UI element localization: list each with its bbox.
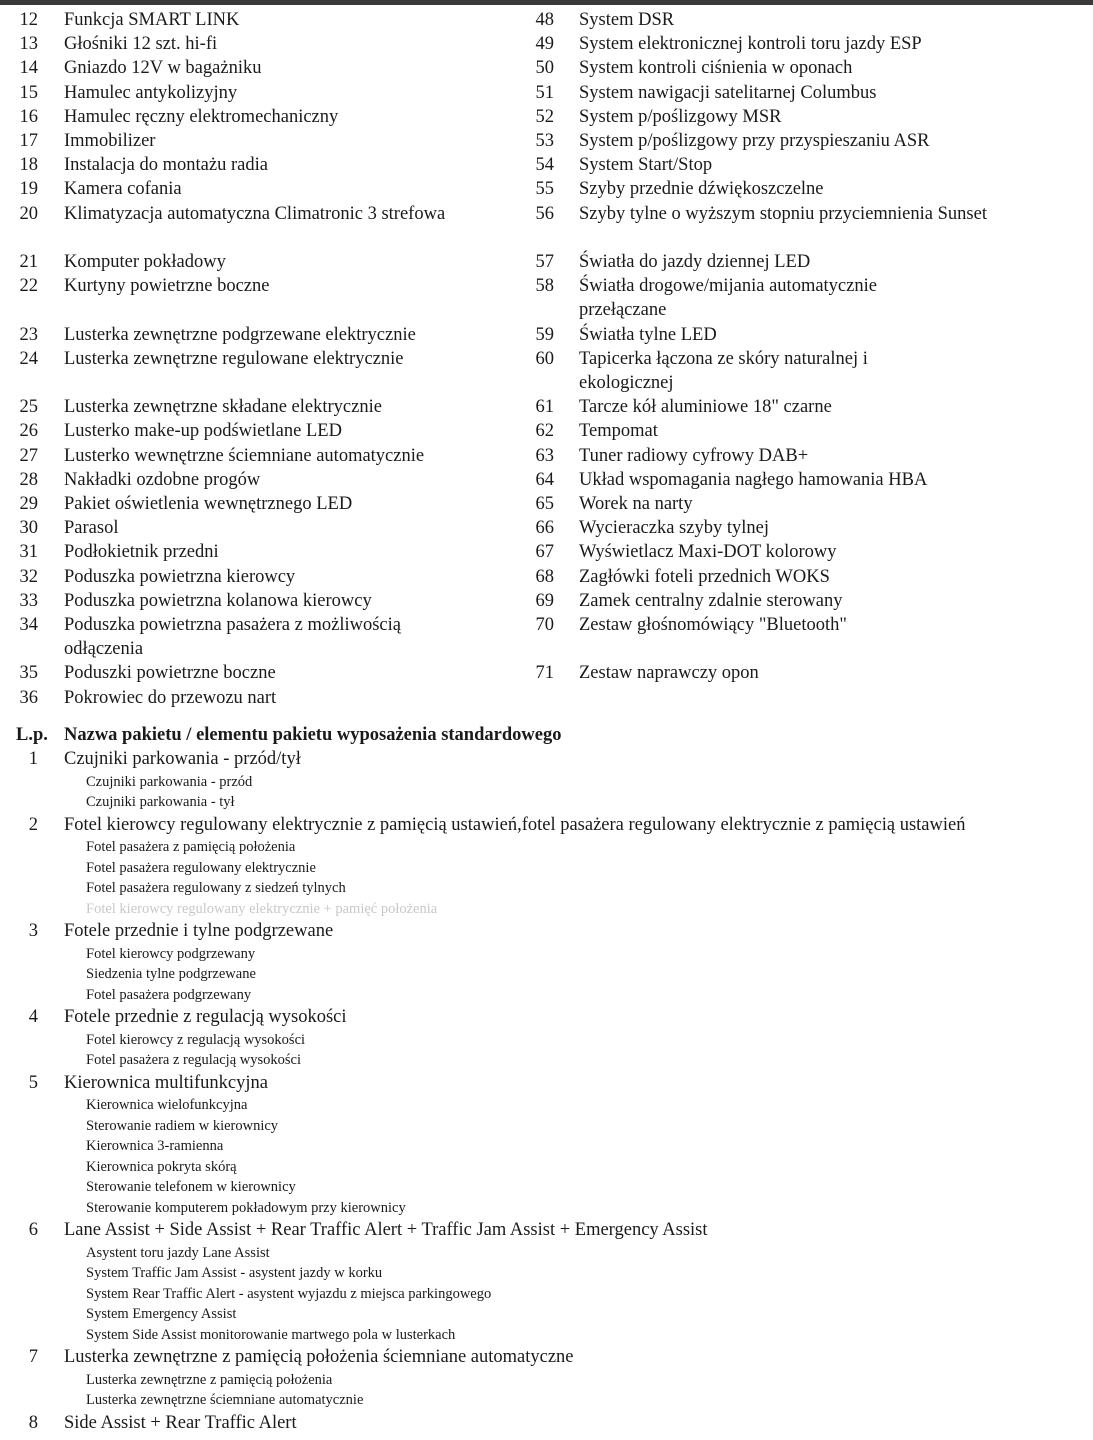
item-text: Lusterko make-up podświetlane LED [64, 421, 342, 442]
item-number: 54 [535, 155, 554, 176]
package-sub-item: Fotel kierowcy z regulacją wysokości [86, 1031, 306, 1048]
list-item [527, 661, 1093, 685]
header-title: Nazwa pakietu / elementu pakietu wyposażenia standardowego [64, 725, 562, 745]
item-number: 67 [535, 542, 554, 563]
item-text: Zestaw naprawczy opon [579, 663, 759, 684]
package-item [0, 813, 1093, 920]
package-sub-item: Czujniki parkowania - tył [86, 794, 235, 810]
item-text: Pakiet oświetlenia wewnętrznego LED [64, 494, 353, 515]
package-section [0, 723, 1093, 1435]
item-text: Szyby przednie dźwiękoszczelne [579, 179, 824, 200]
item-number: 55 [535, 179, 554, 200]
package-sub-item: Asystent toru jazdy Lane Assist [86, 1244, 270, 1261]
list-item [0, 444, 530, 468]
item-text: System p/poślizgowy MSR [579, 106, 782, 127]
item-text: Gniazdo 12V w bagażniku [64, 58, 262, 79]
package-item [0, 1218, 1093, 1345]
item-text: Poduszka powietrzna kolanowa kierowcy [64, 590, 372, 611]
item-number: 16 [19, 106, 38, 127]
item-number: 48 [535, 10, 554, 30]
item-number: 50 [535, 58, 554, 79]
item-text: Hamulec ręczny elektromechaniczny [64, 106, 339, 127]
item-text: Parasol [64, 518, 119, 539]
item-text: Immobilizer [64, 131, 156, 152]
item-number: 29 [19, 494, 38, 515]
list-item [527, 347, 1093, 395]
equipment-list-right [527, 8, 1093, 686]
item-number: 12 [19, 10, 38, 30]
package-item [0, 1005, 1093, 1071]
item-text: Tempomat [579, 421, 658, 442]
package-title-row [0, 1005, 1093, 1030]
package-item [0, 1411, 1093, 1436]
package-item [0, 747, 1093, 813]
item-number: 59 [535, 324, 554, 345]
item-number: 25 [19, 397, 38, 418]
item-text: Szyby tylne o wyższym stopniu przyciemnienia Sunset [579, 203, 987, 224]
package-number: 2 [28, 814, 38, 835]
list-item [0, 250, 530, 274]
package-sub-item: Fotel kierowcy podgrzewany [86, 945, 256, 962]
list-item [527, 81, 1093, 105]
package-title-row [0, 1411, 1093, 1436]
item-text: Instalacja do montażu radia [64, 155, 268, 176]
package-title-row [0, 1218, 1093, 1243]
item-text: Wycieraczka szyby tylnej [579, 518, 769, 539]
list-item [0, 540, 530, 564]
list-item [0, 419, 530, 443]
list-item [0, 565, 530, 589]
package-item [0, 919, 1093, 1005]
package-sub-item: Fotel pasażera regulowany z siedzeń tylnych [86, 880, 346, 896]
package-header [0, 723, 1093, 747]
list-item [527, 419, 1093, 443]
item-number: 34 [19, 615, 38, 636]
header-lp: L.p. [16, 725, 48, 745]
package-number: 6 [28, 1220, 38, 1240]
package-sub-item: Sterowanie radiem w kierownicy [86, 1117, 279, 1134]
item-number: 51 [535, 82, 554, 103]
item-number: 69 [535, 590, 554, 611]
package-sub-item: System Emergency Assist [86, 1306, 237, 1322]
list-item [527, 250, 1093, 274]
item-text: System kontroli ciśnienia w oponach [579, 58, 853, 79]
item-text: Worek na narty [579, 494, 693, 515]
package-sub-item: Fotel pasażera podgrzewany [86, 986, 252, 1003]
package-title: Fotele przednie i tylne podgrzewane [64, 921, 334, 941]
item-number: 49 [535, 34, 554, 55]
item-number: 57 [535, 252, 554, 273]
package-sub-item: System Side Assist monitorowanie martwego pola w lusterkach [86, 1326, 456, 1343]
package-number: 3 [28, 921, 38, 941]
item-number: 35 [19, 663, 38, 684]
package-number: 5 [28, 1072, 38, 1093]
package-title: Kierownica multifunkcyjna [64, 1072, 268, 1093]
item-text: Głośniki 12 szt. hi-fi [64, 34, 218, 55]
item-text: Lusterka zewnętrzne podgrzewane elektrycznie [64, 324, 416, 345]
item-number: 64 [535, 469, 554, 490]
item-number: 58 [535, 276, 554, 297]
item-text: Hamulec antykolizyjny [64, 82, 238, 103]
item-text: Kurtyny powietrzne boczne [64, 276, 270, 297]
package-sub-item: Lusterka zewnętrzne z pamięcią położenia [86, 1371, 333, 1388]
list-item [0, 153, 530, 177]
list-item [527, 8, 1093, 32]
list-item [0, 274, 530, 322]
item-number: 24 [19, 348, 38, 369]
list-item [0, 347, 530, 395]
item-number: 18 [19, 155, 38, 176]
item-text: Kamera cofania [64, 179, 182, 200]
list-item [0, 661, 530, 685]
list-item [527, 444, 1093, 468]
item-number: 14 [19, 58, 38, 79]
equipment-list-left [0, 8, 530, 710]
item-number: 66 [535, 518, 554, 539]
package-sub-item: Fotel pasażera z regulacją wysokości [86, 1052, 301, 1068]
list-item [527, 32, 1093, 56]
list-item [0, 105, 530, 129]
package-sub-item: Czujniki parkowania - przód [86, 773, 253, 790]
list-item [527, 153, 1093, 177]
item-text: System Start/Stop [579, 155, 713, 176]
item-text: Klimatyzacja automatyczna Climatronic 3 strefowa [64, 203, 446, 224]
package-sub-item: Kierownica 3-ramienna [86, 1138, 224, 1154]
list-item [527, 323, 1093, 347]
list-item [0, 492, 530, 516]
item-number: 30 [19, 518, 38, 539]
list-item [527, 129, 1093, 153]
package-title-row [0, 1345, 1093, 1370]
item-text: Tuner radiowy cyfrowy DAB+ [579, 445, 809, 466]
list-item [527, 177, 1093, 201]
item-number: 52 [535, 106, 554, 127]
package-item [0, 1345, 1093, 1411]
list-item [0, 589, 530, 613]
item-text: System nawigacji satelitarnej Columbus [579, 82, 877, 103]
list-item [0, 468, 530, 492]
item-text: Nakładki ozdobne progów [64, 469, 261, 490]
item-number: 21 [19, 252, 38, 273]
list-item [527, 202, 1093, 250]
list-item [527, 274, 1093, 322]
item-number: 31 [19, 542, 38, 563]
list-item [0, 32, 530, 56]
item-number: 61 [535, 397, 554, 418]
list-item [0, 81, 530, 105]
package-title-row [0, 919, 1093, 944]
list-item [527, 56, 1093, 80]
item-text: Poduszka powietrzna kierowcy [64, 566, 296, 587]
package-title-row [0, 813, 1093, 838]
package-sub-item: Fotel kierowcy regulowany elektrycznie + pamięć położenia [86, 900, 438, 917]
item-text: Światła drogowe/mijania automatycznie przełączane [579, 276, 877, 321]
list-item [527, 492, 1093, 516]
item-text: Poduszka powietrzna pasażera z możliwością odłączenia [64, 615, 401, 660]
list-item [0, 516, 530, 540]
package-title: Lusterka zewnętrzne z pamięcią położenia ściemniane automatyczne [64, 1347, 574, 1367]
item-number: 53 [535, 131, 554, 152]
package-sub-item: Lusterka zewnętrzne ściemniane automatycznie [86, 1392, 364, 1408]
package-number: 7 [28, 1347, 38, 1367]
item-number: 62 [535, 421, 554, 442]
item-number: 63 [535, 445, 554, 466]
item-number: 56 [535, 203, 554, 224]
item-text: Wyświetlacz Maxi-DOT kolorowy [579, 542, 837, 563]
list-item [527, 516, 1093, 540]
package-sub-item: System Rear Traffic Alert - asystent wyjazdu z miejsca parkingowego [86, 1285, 492, 1302]
package-sub-item: Fotel pasażera regulowany elektrycznie [86, 859, 316, 876]
item-text: Podłokietnik przedni [64, 542, 219, 563]
item-text: Zagłówki foteli przednich WOKS [579, 566, 830, 587]
item-number: 70 [535, 615, 554, 636]
list-item [0, 177, 530, 201]
item-text: Układ wspomagania nagłego hamowania HBA [579, 469, 928, 490]
list-item [0, 56, 530, 80]
item-number: 28 [19, 469, 38, 490]
item-number: 22 [19, 276, 38, 297]
list-item [0, 323, 530, 347]
item-number: 17 [19, 131, 38, 152]
item-number: 71 [535, 663, 554, 684]
list-item [0, 8, 530, 32]
item-text: Lusterka zewnętrzne regulowane elektrycznie [64, 348, 404, 369]
item-number: 15 [19, 82, 38, 103]
package-title-row [0, 747, 1093, 772]
list-item [527, 395, 1093, 419]
list-item [0, 129, 530, 153]
item-number: 27 [19, 445, 38, 466]
package-sub-item: Kierownica pokryta skórą [86, 1158, 237, 1175]
list-item [0, 202, 530, 250]
item-text: Zestaw głośnomówiący "Bluetooth" [579, 615, 847, 636]
package-title: Lane Assist + Side Assist + Rear Traffic Alert + Traffic Jam Assist + Emergency Assist [64, 1220, 708, 1240]
list-item [0, 395, 530, 419]
package-item [0, 1071, 1093, 1219]
package-title-row [0, 1071, 1093, 1096]
package-sub-item: Sterowanie komputerem pokładowym przy kierownicy [86, 1199, 406, 1216]
top-border [0, 0, 1093, 5]
item-text: System DSR [579, 10, 675, 30]
package-title: Side Assist + Rear Traffic Alert [64, 1412, 297, 1433]
list-item [527, 565, 1093, 589]
list-item [527, 468, 1093, 492]
item-number: 26 [19, 421, 38, 442]
package-sub-item: System Traffic Jam Assist - asystent jazdy w korku [86, 1265, 383, 1281]
package-title: Fotele przednie z regulacją wysokości [64, 1007, 347, 1027]
list-item [0, 686, 530, 710]
package-number: 4 [28, 1007, 38, 1027]
item-text: Funkcja SMART LINK [64, 10, 240, 30]
package-sub-item: Fotel pasażera z pamięcią położenia [86, 839, 296, 855]
item-number: 23 [19, 324, 38, 345]
item-text: Tarcze kół aluminiowe 18" czarne [579, 397, 832, 418]
item-number: 68 [535, 566, 554, 587]
item-text: System p/poślizgowy przy przyspieszaniu ASR [579, 131, 930, 152]
list-item [527, 589, 1093, 613]
list-item [0, 613, 530, 661]
package-title: Czujniki parkowania - przód/tył [64, 749, 301, 769]
package-number: 8 [28, 1412, 38, 1433]
item-text: System elektronicznej kontroli toru jazdy ESP [579, 34, 922, 55]
list-item [527, 105, 1093, 129]
list-item [527, 540, 1093, 564]
list-item [527, 613, 1093, 661]
item-number: 32 [19, 566, 38, 587]
item-text: Zamek centralny zdalnie sterowany [579, 590, 843, 611]
item-text: Pokrowiec do przewozu nart [64, 687, 277, 708]
item-text: Lusterka zewnętrzne składane elektrycznie [64, 397, 382, 418]
item-number: 65 [535, 494, 554, 515]
package-number: 1 [28, 749, 38, 769]
item-number: 36 [19, 687, 38, 708]
item-number: 20 [19, 203, 38, 224]
item-text: Tapicerka łączona ze skóry naturalnej i ekologicznej [579, 348, 868, 394]
item-text: Komputer pokładowy [64, 252, 226, 273]
item-number: 19 [19, 179, 38, 200]
package-sub-item: Sterowanie telefonem w kierownicy [86, 1179, 296, 1195]
item-text: Światła tylne LED [579, 324, 717, 345]
package-sub-item: Kierownica wielofunkcyjna [86, 1097, 248, 1113]
item-number: 13 [19, 34, 38, 55]
item-text: Światła do jazdy dziennej LED [579, 252, 811, 273]
item-number: 60 [535, 348, 554, 369]
package-title: Fotel kierowcy regulowany elektrycznie z pamięcią ustawień,fotel pasażera regulowany elektrycznie z pamięcią ustawień [64, 814, 966, 835]
item-number: 33 [19, 590, 38, 611]
package-sub-item: Siedzenia tylne podgrzewane [86, 966, 256, 982]
item-text: Poduszki powietrzne boczne [64, 663, 276, 684]
item-text: Lusterko wewnętrzne ściemniane automatycznie [64, 445, 425, 466]
